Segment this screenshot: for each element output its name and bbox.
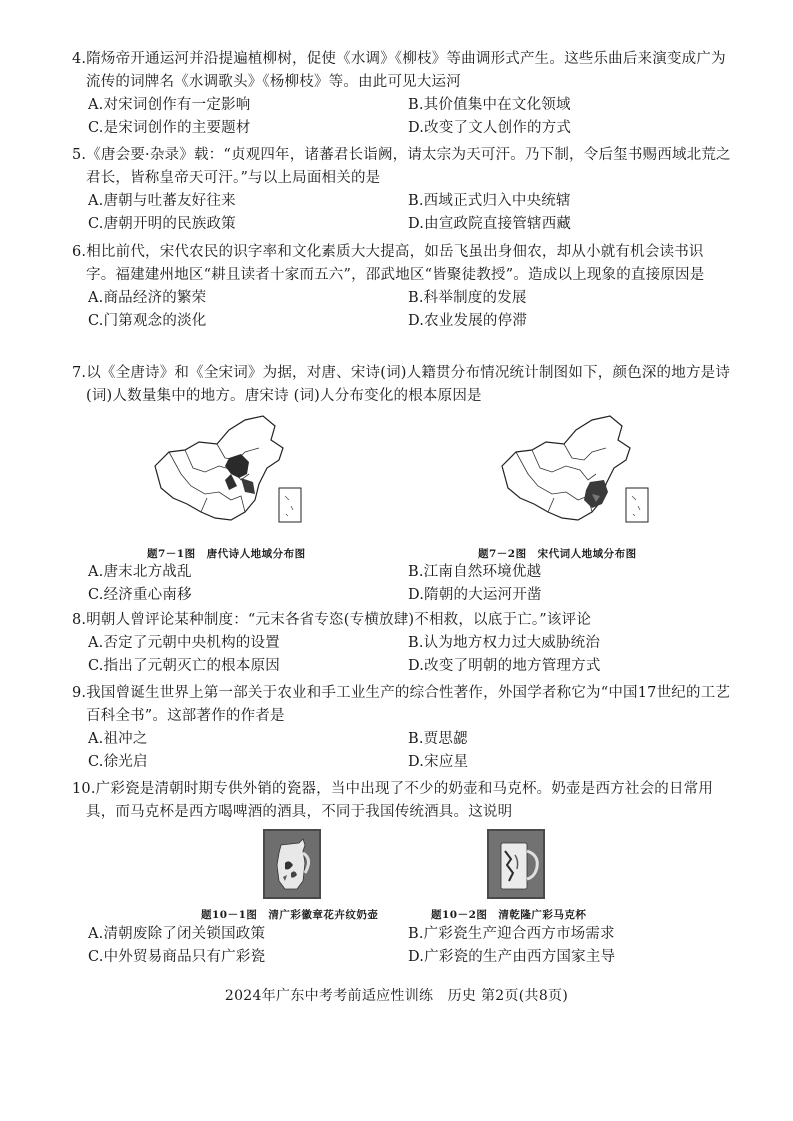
figure-caption: 题7－1图 唐代诗人地域分布图 [147,548,306,560]
figure-caption: 题10－1图 清广彩徽章花卉纹奶壶 [201,909,379,921]
question-6 [72,241,732,333]
option-c[interactable]: C.中外贸易商品只有广彩瓷 [88,949,266,965]
song-poets-map [478,408,657,560]
option-a[interactable]: A.否定了元朝中央机构的设置 [88,635,280,651]
option-c[interactable]: C.门第观念的淡化 [88,313,207,329]
options [72,728,732,774]
option-d[interactable]: D.由宣政院直接管辖西藏 [408,216,572,232]
question-4 [72,48,732,140]
options [72,94,732,140]
option-d[interactable]: D.广彩瓷的生产由西方国家主导 [408,949,616,965]
option-b[interactable]: B.广彩瓷生产迎合西方市场需求 [408,926,615,942]
figure-caption: 题10－2图 清乾隆广彩马克杯 [431,909,587,921]
question-7 [72,362,732,408]
option-a[interactable]: A.祖冲之 [88,731,148,747]
option-c[interactable]: C.唐朝开明的民族政策 [88,216,236,232]
china-map-icon [492,408,657,540]
options [72,287,732,333]
milk-jug-photo [201,829,379,921]
option-c[interactable]: C.徐光启 [88,754,148,770]
option-b[interactable]: B.贾思勰 [408,731,468,747]
option-d[interactable]: D.农业发展的停滞 [408,313,528,329]
options [72,561,732,607]
question-stem: 10.广彩瓷是清朝时期专供外销的瓷器，当中出现了不少的奶壶和马克杯。奶壶是西方社会的日常用具，而马克杯是西方喝啤酒的酒具，不同于我国传统酒具。这说明 [72,781,714,820]
question-stem: 5.《唐会要·杂录》载：“贞观四年，诸蕃君长诣阙，请太宗为天可汗。乃下制，令后玺书赐西域北荒之君长，皆称皇帝天可汗。”与以上局面相关的是 [72,147,731,186]
option-c[interactable]: C.指出了元朝灭亡的根本原因 [88,658,280,674]
option-d[interactable]: D.改变了文人创作的方式 [408,120,572,136]
option-b[interactable]: B.认为地方权力过大威胁统治 [408,635,601,651]
options [72,923,732,969]
option-c[interactable]: C.是宋词创作的主要题材 [88,120,251,136]
question-5 [72,144,732,236]
option-a[interactable]: A.清朝废除了闭关锁国政策 [88,926,266,942]
question-10 [72,778,732,824]
option-d[interactable]: D.改变了明朝的地方管理方式 [408,658,601,674]
question-9 [72,682,732,774]
question-stem: 4.隋炀帝开通运河并沿提遍植柳树，促使《水调》《柳枝》等曲调形式产生。这些乐曲后来演变成广为流传的词牌名《水调歌头》《杨柳枝》等。由此可见大运河 [72,51,726,90]
options [72,190,732,236]
option-a[interactable]: A.对宋词创作有一定影响 [88,97,251,113]
tang-poets-map [145,408,310,560]
figure-caption: 题7－2图 宋代词人地域分布图 [478,548,637,560]
question-stem: 6.相比前代，宋代农民的识字率和文化素质大大提高，如岳飞虽出身佃农，却从小就有机会读书识字。福建建州地区“耕且读者十家而五六”，邵武地区“皆聚徒教授”。造成以上现象的直接原因是 [72,244,705,283]
mug-photo [431,829,587,921]
option-d[interactable]: D.隋朝的大运河开凿 [408,587,542,603]
page-footer: 2024年广东中考考前适应性训练 历史 第2页(共8页) [224,988,569,1004]
option-c[interactable]: C.经济重心南移 [88,587,192,603]
options [72,632,732,678]
option-d[interactable]: D.宋应星 [408,754,469,770]
china-map-icon [145,408,310,540]
option-b[interactable]: B.其价值集中在文化领域 [408,97,571,113]
question-stem: 9.我国曾诞生世界上第一部关于农业和手工业生产的综合性著作，外国学者称它为“中国17世纪的工艺百科全书”。这部著作的作者是 [72,685,731,724]
question-10-options [72,923,732,969]
porcelain-mug-icon [487,829,545,899]
option-a[interactable]: A.商品经济的繁荣 [88,290,207,306]
question-7-options [72,561,732,607]
question-stem: 7.以《全唐诗》和《全宋词》为据，对唐、宋诗(词)人籍贯分布情况统计制图如下，颜色深的地方是诗(词)人数量集中的地方。唐宋诗 (词)人分布变化的根本原因是 [72,365,731,404]
option-a[interactable]: A.唐末北方战乱 [88,564,192,580]
option-b[interactable]: B.科举制度的发展 [408,290,527,306]
option-b[interactable]: B.江南自然环境优越 [408,564,542,580]
option-b[interactable]: B.西域正式归入中央统辖 [408,193,571,209]
question-stem: 8.明朝人曾评论某种制度：“元末各省专恣(专横放肆)不相救，以底于亡。”该评论 [72,612,592,628]
question-8 [72,609,732,678]
porcelain-jug-icon [263,829,321,899]
option-a[interactable]: A.唐朝与吐蕃友好往来 [88,193,236,209]
